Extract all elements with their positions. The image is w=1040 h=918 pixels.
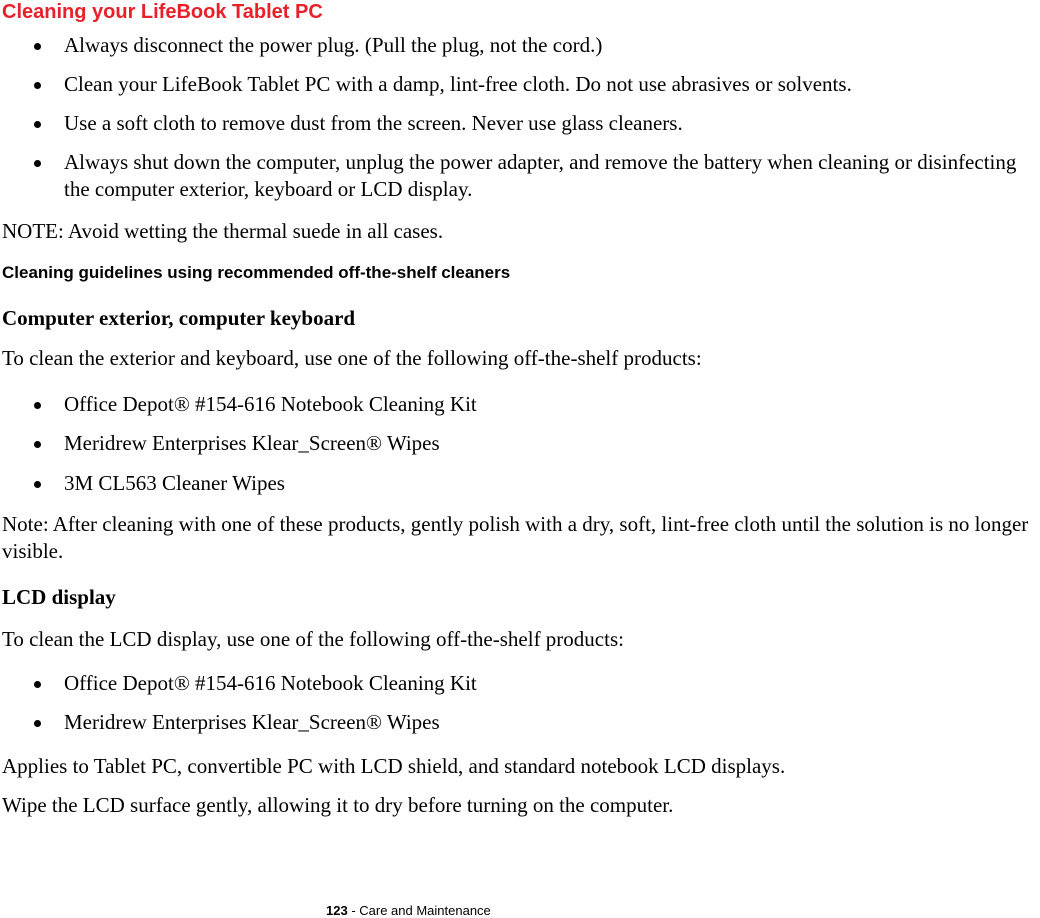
- thermal-note: NOTE: Avoid wetting the thermal suede in all cases.: [2, 219, 444, 243]
- list-item: 3M CL563 Cleaner Wipes: [34, 470, 1034, 497]
- exterior-note: Note: After cleaning with one of these products, gently polish with a dry, soft, lint-free cloth until the solution is no longer visible.: [2, 512, 1029, 563]
- bullet-icon: [34, 441, 41, 448]
- lcd-heading: LCD display: [2, 585, 116, 609]
- guidelines-heading: Cleaning guidelines using recommended off-the-shelf cleaners: [2, 263, 511, 282]
- bullet-icon: [34, 402, 41, 409]
- bullet-icon: [34, 82, 41, 89]
- exterior-intro: To clean the exterior and keyboard, use one of the following off-the-shelf products:: [2, 346, 702, 370]
- list-item: Always shut down the computer, unplug the power adapter, and remove the battery when cleaning or disinfecting the computer exterior, keyboard or LCD display.: [34, 149, 1034, 203]
- lcd-intro: To clean the LCD display, use one of the following off-the-shelf products:: [2, 627, 624, 651]
- bullet-icon: [34, 720, 41, 727]
- list-item: Use a soft cloth to remove dust from the screen. Never use glass cleaners.: [34, 110, 1034, 137]
- page-title: Cleaning your LifeBook Tablet PC: [2, 1, 323, 23]
- lcd-applies: Applies to Tablet PC, convertible PC with LCD shield, and standard notebook LCD displays.: [2, 754, 786, 778]
- bullet-icon: [34, 43, 41, 50]
- list-item: Office Depot® #154-616 Notebook Cleaning Kit: [34, 391, 1034, 418]
- bullet-icon: [34, 681, 41, 688]
- list-item: Meridrew Enterprises Klear_Screen® Wipes: [34, 709, 1034, 736]
- exterior-heading: Computer exterior, computer keyboard: [2, 306, 356, 330]
- footer-section: - Care and Maintenance: [347, 903, 491, 918]
- bullet-icon: [34, 121, 41, 128]
- list-item: Meridrew Enterprises Klear_Screen® Wipes: [34, 430, 1034, 457]
- list-item: Office Depot® #154-616 Notebook Cleaning Kit: [34, 670, 1034, 697]
- page-footer: [326, 904, 491, 918]
- page-number: 123: [326, 903, 348, 918]
- bullet-icon: [34, 160, 41, 167]
- lcd-wipe: Wipe the LCD surface gently, allowing it to dry before turning on the computer.: [2, 793, 674, 817]
- bullet-icon: [34, 481, 41, 488]
- list-item: Always disconnect the power plug. (Pull the plug, not the cord.): [34, 32, 1034, 59]
- list-item: Clean your LifeBook Tablet PC with a damp, lint-free cloth. Do not use abrasives or solvents.: [34, 71, 1034, 98]
